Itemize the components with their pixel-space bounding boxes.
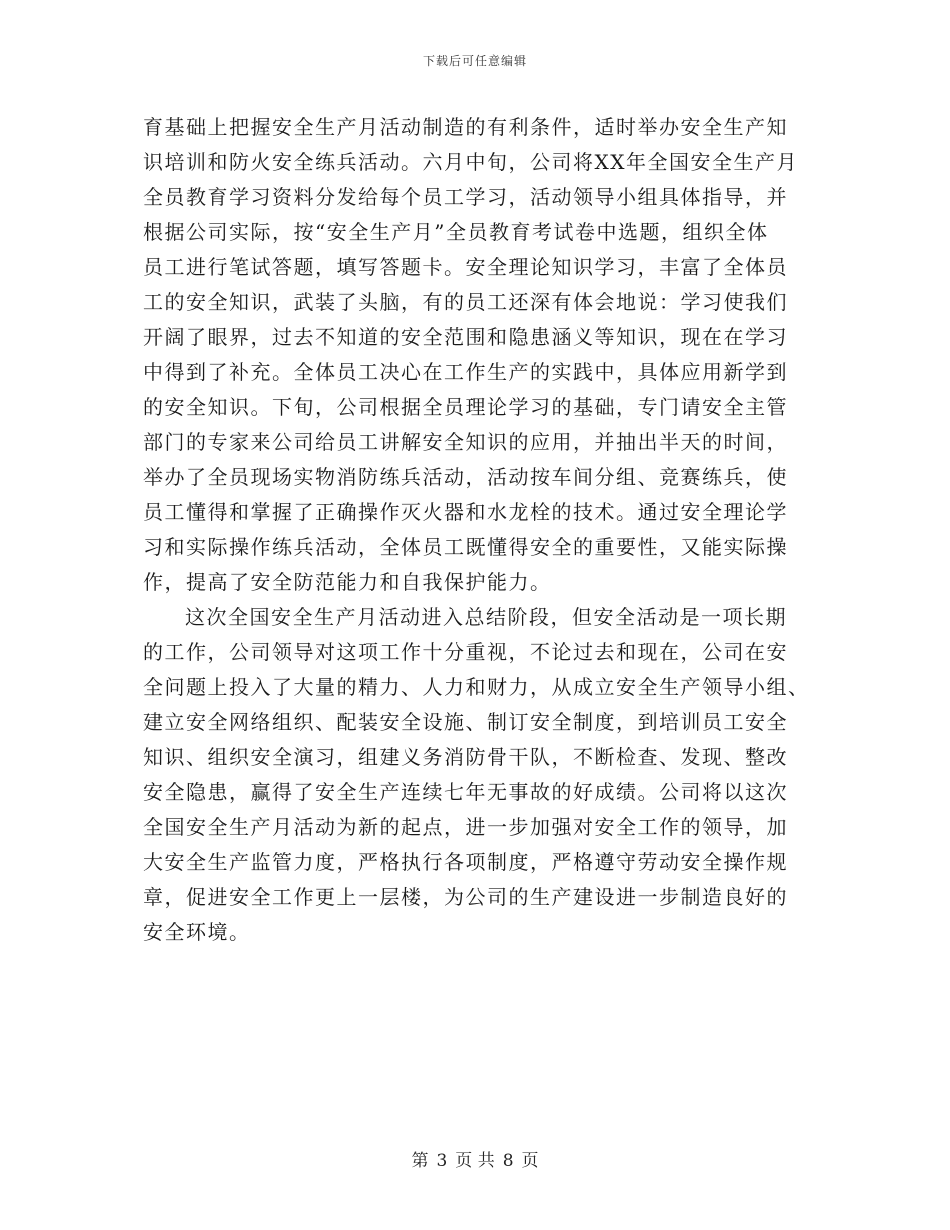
page-label-middle: 页 共 bbox=[455, 1151, 495, 1171]
text-line: 识培训和防火安全练兵活动。六月中旬，公司将XX年全国安全生产月 bbox=[143, 150, 798, 174]
text-line: 育基础上把握安全生产月活动制造的有利条件，适时举办安全生产知 bbox=[143, 115, 788, 139]
page-footer bbox=[0, 1146, 950, 1171]
text-line: 部门的专家来公司给员工讲解安全知识的应用，并抽出半天的时间， bbox=[143, 430, 788, 454]
text-line: 开阔了眼界，过去不知道的安全范围和隐患涵义等知识，现在在学习 bbox=[143, 325, 788, 349]
text-line: 习和实际操作练兵活动，全体员工既懂得安全的重要性，又能实际操 bbox=[143, 535, 788, 559]
text-line: 举办了全员现场实物消防练兵活动，活动按车间分组、竞赛练兵，使 bbox=[143, 465, 788, 489]
text-line: 的安全知识。下旬，公司根据全员理论学习的基础，专门请安全主管 bbox=[143, 395, 788, 419]
page-label-prefix: 第 bbox=[411, 1151, 429, 1171]
text-line: 作，提高了安全防范能力和自我保护能力。 bbox=[143, 570, 552, 594]
text-line: 安全环境。 bbox=[143, 920, 251, 944]
text-line: 全员教育学习资料分发给每个员工学习，活动领导小组具体指导，并 bbox=[143, 185, 788, 209]
document-body bbox=[143, 110, 810, 950]
total-pages-number: 8 bbox=[502, 1151, 514, 1171]
text-line: 员工进行笔试答题，填写答题卡。安全理论知识学习，丰富了全体员 bbox=[143, 255, 788, 279]
text-line: 中得到了补充。全体员工决心在工作生产的实践中，具体应用新学到 bbox=[143, 360, 788, 384]
text-line: 员工懂得和掌握了正确操作灭火器和水龙栓的技术。通过安全理论学 bbox=[143, 500, 788, 524]
paragraph-first-line: 这次全国安全生产月活动进入总结阶段，但安全活动是一项长期 bbox=[185, 605, 787, 629]
text-line: 全国安全生产月活动为新的起点，进一步加强对安全工作的领导，加 bbox=[143, 815, 788, 839]
text-line: 全问题上投入了大量的精力、人力和财力，从成立安全生产领导小组、 bbox=[143, 675, 810, 699]
page-header: 下载后可任意编辑 bbox=[422, 54, 527, 68]
text-line: 大安全生产监管力度，严格执行各项制度，严格遵守劳动安全操作规 bbox=[143, 850, 788, 874]
page-label-suffix: 页 bbox=[521, 1151, 539, 1171]
current-page-number: 3 bbox=[436, 1151, 448, 1171]
text-line: 章，促进安全工作更上一层楼，为公司的生产建设进一步制造良好的 bbox=[143, 885, 788, 909]
text-line: 知识、组织安全演习，组建义务消防骨干队，不断检查、发现、整改 bbox=[143, 745, 788, 769]
text-line: 安全隐患，赢得了安全生产连续七年无事故的好成绩。公司将以这次 bbox=[143, 780, 788, 804]
text-line: 工的安全知识，武装了头脑，有的员工还深有体会地说：学习使我们 bbox=[143, 290, 788, 314]
text-line: 根据公司实际，按“安全生产月”全员教育考试卷中选题，组织全体 bbox=[143, 220, 769, 244]
text-line: 建立安全网络组织、配装安全设施、制订安全制度，到培训员工安全 bbox=[143, 710, 788, 734]
text-line: 的工作，公司领导对这项工作十分重视，不论过去和现在，公司在安 bbox=[143, 640, 788, 664]
